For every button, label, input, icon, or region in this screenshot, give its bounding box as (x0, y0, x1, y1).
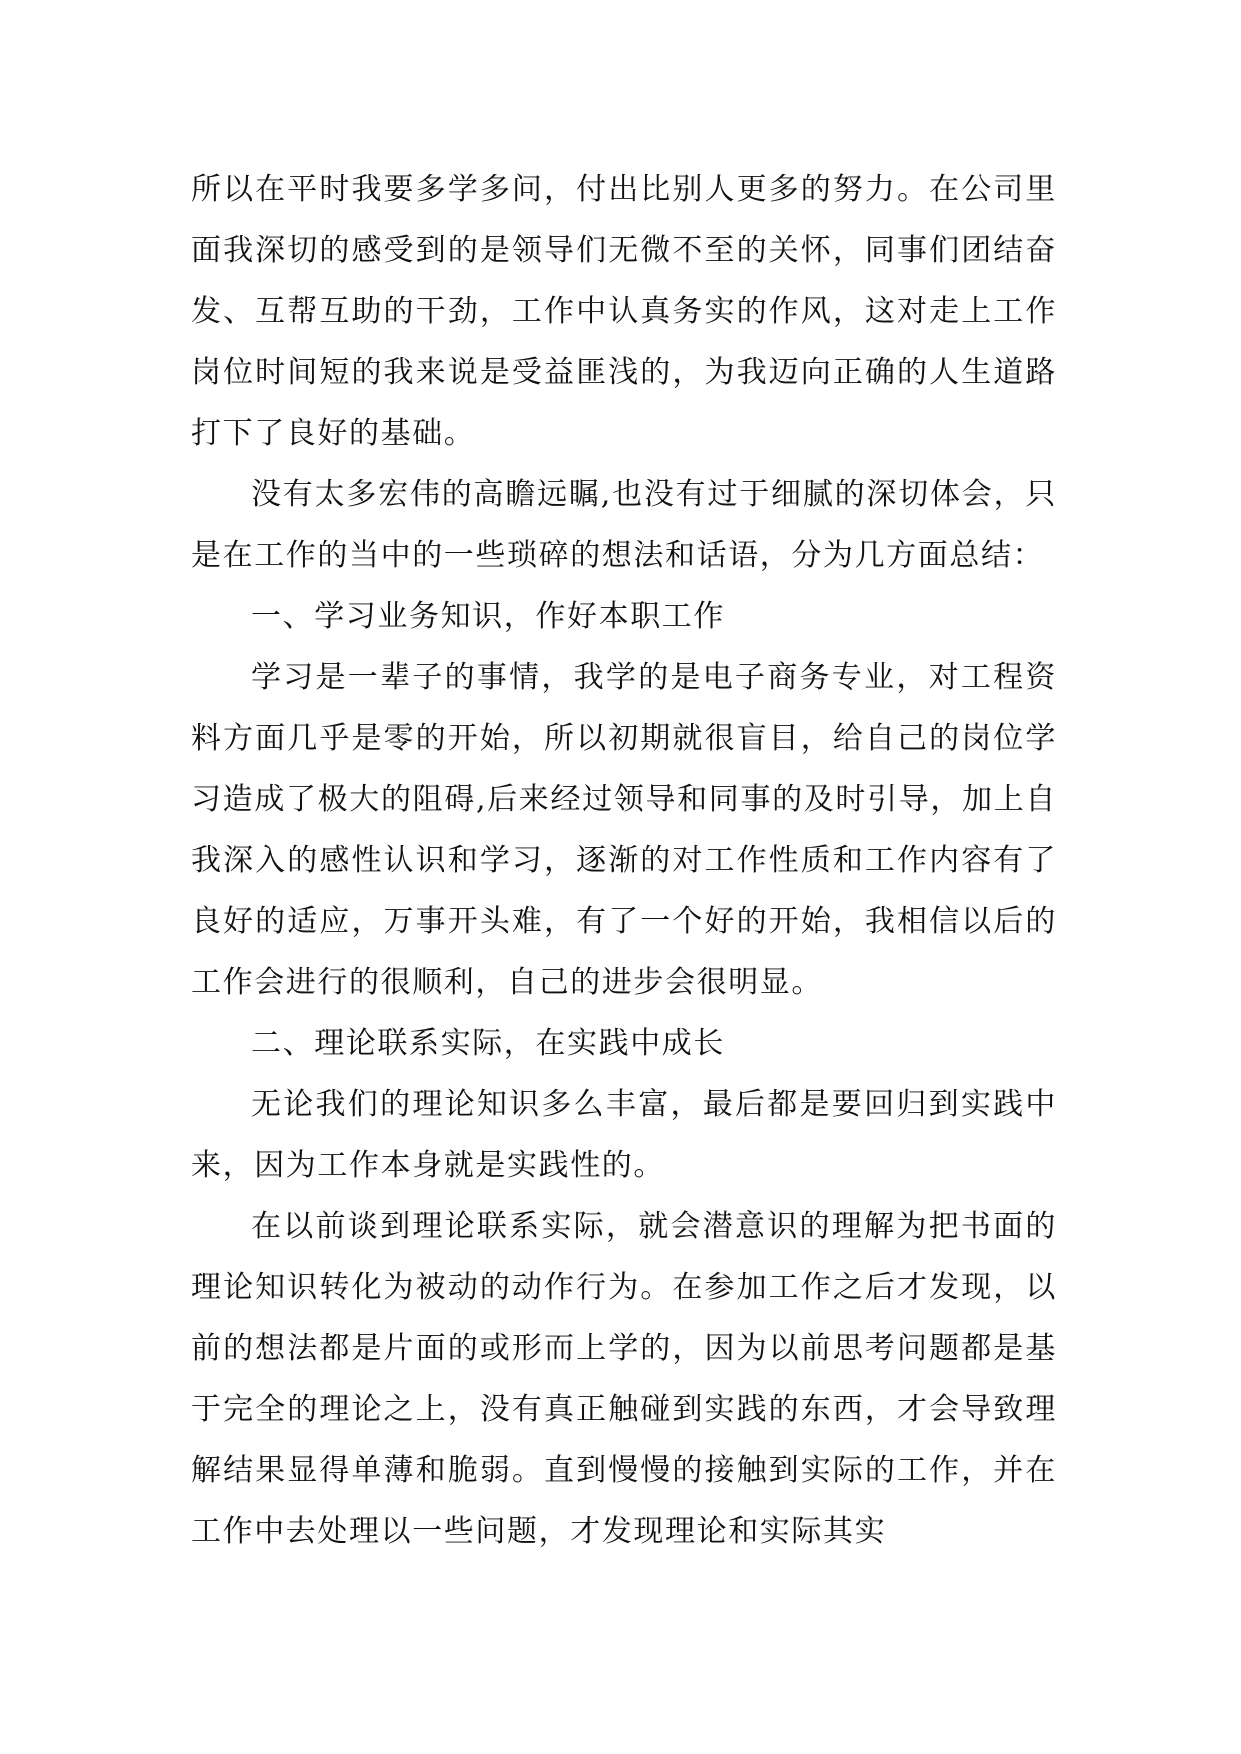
paragraph-section-1: 学习是一辈子的事情，我学的是电子商务专业，对工程资料方面几乎是零的开始，所以初期就很盲目，给自己的岗位学习造成了极大的阻碍,后来经过领导和同事的及时引导，加上自我深入的感性认识和学习，逐渐的对工作性质和工作内容有了良好的适应，万事开头难，有了一个好的开始，我相信以后的工作会进行的很顺利，自己的进步会很明显。 (191, 660, 1057, 1000)
paragraph-intro: 没有太多宏伟的高瞻远瞩,也没有过于细腻的深切体会，只是在工作的当中的一些琐碎的想法和话语，分为几方面总结： (191, 477, 1057, 573)
paragraph-section-2b: 在以前谈到理论联系实际，就会潜意识的理解为把书面的理论知识转化为被动的动作行为。在参加工作之后才发现，以前的想法都是片面的或形而上学的，因为以前思考问题都是基于完全的理论之上，没有真正触碰到实践的东西，才会导致理解结果显得单薄和脆弱。直到慢慢的接触到实际的工作，并在工作中去处理以一些问题，才发现理论和实际其实 (191, 1209, 1057, 1549)
section-heading-1: 一、学习业务知识，作好本职工作 (251, 599, 725, 634)
paragraph-continuation: 所以在平时我要多学多问，付出比别人更多的努力。在公司里面我深切的感受到的是领导们无微不至的关怀，同事们团结奋发、互帮互助的干劲，工作中认真务实的作风，这对走上工作岗位时间短的我来说是受益匪浅的，为我迈向正确的人生道路打下了良好的基础。 (191, 172, 1057, 451)
document-body (191, 159, 1057, 1562)
section-heading-2: 二、理论联系实际，在实践中成长 (251, 1026, 725, 1061)
paragraph-section-2a: 无论我们的理论知识多么丰富，最后都是要回归到实践中来，因为工作本身就是实践性的。 (191, 1087, 1057, 1183)
